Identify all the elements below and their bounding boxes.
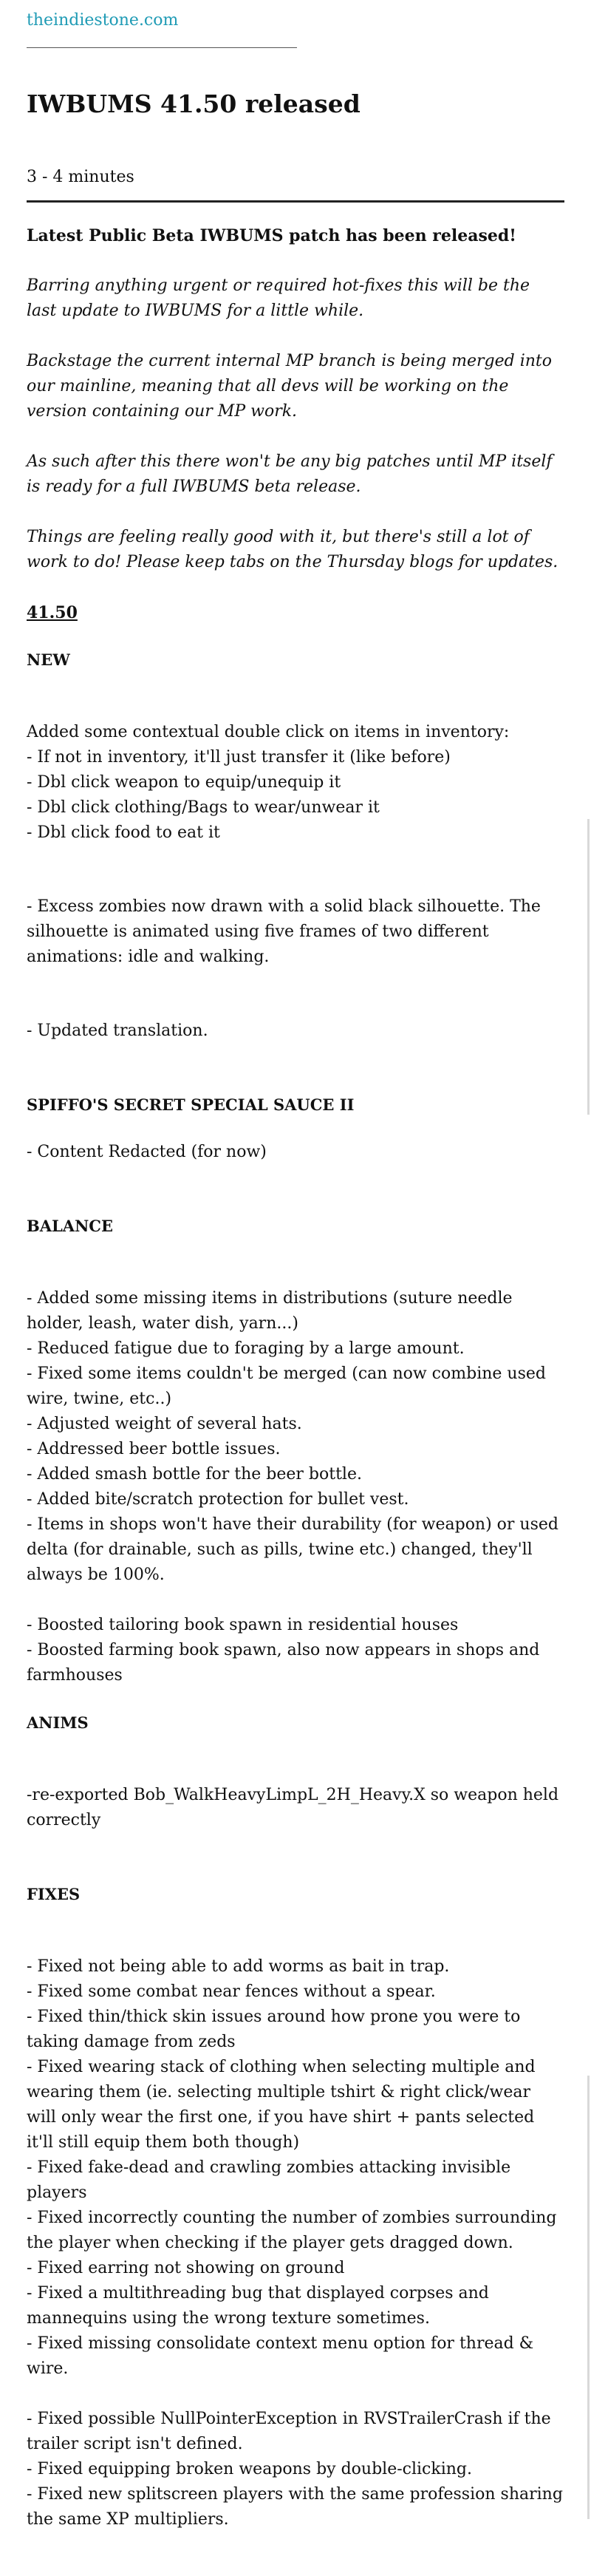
anims-text: -re-exported Bob_WalkHeavyLimpL_2H_Heavy.X so weapon held correctly: [27, 1786, 559, 1829]
section-heading-balance: BALANCE: [27, 1217, 114, 1235]
zombies-note: - Excess zombies now drawn with a solid black silhouette. The silhouette is animated using five frames of two different animations: idle and walking.: [27, 897, 541, 966]
intro-paragraph: Things are feeling really good with it, but there's still a lot of work to do! Please keep tabs on the Thursday blogs for updates.: [27, 528, 558, 571]
fixes-list: [27, 1954, 564, 2382]
list-item: - Fixed not being able to add worms as bait in trap.: [27, 1957, 450, 1976]
read-time: 3 - 4 minutes: [27, 168, 134, 186]
list-item: - Dbl click clothing/Bags to wear/unwear it: [27, 798, 380, 817]
section-heading-sauce: SPIFFO'S SECRET SPECIAL SAUCE II: [27, 1095, 355, 1114]
list-item: - Fixed fake-dead and crawling zombies attacking invisible players: [27, 2158, 511, 2202]
list-item: - Boosted tailoring book spawn in residential houses: [27, 1616, 459, 1634]
list-item: - Boosted farming book spawn, also now appears in shops and farmhouses: [27, 1641, 540, 1685]
list-item: - Dbl click weapon to equip/unequip it: [27, 773, 341, 792]
list-item: - Adjusted weight of several hats.: [27, 1415, 302, 1433]
intro-paragraph: Barring anything urgent or required hot-fixes this will be the last update to IWBUMS for a little while.: [27, 276, 530, 320]
list-item: - Fixed possible NullPointerException in RVSTrailerCrash if the trailer script isn't defined.: [27, 2410, 551, 2453]
list-item: - Fixed a multithreading bug that displayed corpses and mannequins using the wrong texture sometimes.: [27, 2284, 489, 2328]
site-link[interactable]: theindiestone.com: [27, 11, 179, 30]
list-item: - Added some missing items in distributions (suture needle holder, leash, water dish, yarn...): [27, 1289, 513, 1333]
double-click-list: [27, 745, 564, 846]
section-heading-anims: ANIMS: [27, 1713, 89, 1732]
list-item: - Fixed some items couldn't be merged (can now combine used wire, twine, etc..): [27, 1365, 546, 1408]
list-item: - Fixed thin/thick skin issues around how prone you were to taking damage from zeds: [27, 2008, 521, 2051]
header-divider: [27, 200, 564, 203]
list-item: - If not in inventory, it'll just transfer it (like before): [27, 748, 451, 767]
list-item: - Reduced fatigue due to foraging by a large amount.: [27, 1339, 465, 1358]
list-item: - Items in shops won't have their durability (for weapon) or used delta (for drainable, such as pills, twine etc.) changed, they'll always be 100%.: [27, 1515, 558, 1584]
article-title: IWBUMS 41.50 released: [27, 89, 361, 118]
section-heading-new: NEW: [27, 650, 70, 669]
list-item: - Fixed new splitscreen players with the same profession sharing the same XP multipliers.: [27, 2485, 563, 2529]
list-item: - Fixed wearing stack of clothing when selecting multiple and wearing them (ie. selecting multiple tshirt & right click/wear will only wear the first one, if you have shirt + pants selected it'll still equip them both though): [27, 2058, 536, 2152]
list-item: - Addressed beer bottle issues.: [27, 1440, 281, 1458]
sauce-text: - Content Redacted (for now): [27, 1143, 267, 1161]
translation-note: - Updated translation.: [27, 1022, 208, 1040]
list-item: - Fixed incorrectly counting the number of zombies surrounding the player when checking if the player gets dragged down.: [27, 2209, 557, 2252]
double-click-intro: Added some contextual double click on items in inventory:: [27, 723, 510, 741]
version-heading: 41.50: [27, 603, 78, 622]
intro-paragraph: As such after this there won't be any big patches until MP itself is ready for a full IWBUMS beta release.: [27, 452, 553, 496]
scrollbar[interactable]: [587, 2076, 590, 2519]
site-divider: [27, 47, 297, 48]
list-item: - Added bite/scratch protection for bullet vest.: [27, 1490, 409, 1509]
list-item: - Fixed missing consolidate context menu option for thread & wire.: [27, 2334, 534, 2378]
list-item: - Added smash bottle for the beer bottle.: [27, 1465, 362, 1484]
section-heading-fixes: FIXES: [27, 1885, 81, 1903]
list-item: - Fixed some combat near fences without a spear.: [27, 1982, 436, 2001]
list-item: - Fixed equipping broken weapons by double-clicking.: [27, 2460, 472, 2478]
lead-text: Latest Public Beta IWBUMS patch has been released!: [27, 226, 516, 245]
balance-list-books: [27, 1613, 564, 1688]
scrollbar[interactable]: [587, 819, 590, 1115]
list-item: - Dbl click food to eat it: [27, 823, 220, 842]
balance-list: [27, 1286, 564, 1588]
article-page: [0, 6, 591, 2532]
intro-paragraph: Backstage the current internal MP branch is being merged into our mainline, meaning that all devs will be working on the version containing our MP work.: [27, 352, 553, 421]
fixes-list-extra: [27, 2407, 564, 2532]
list-item: - Fixed earring not showing on ground: [27, 2259, 345, 2277]
